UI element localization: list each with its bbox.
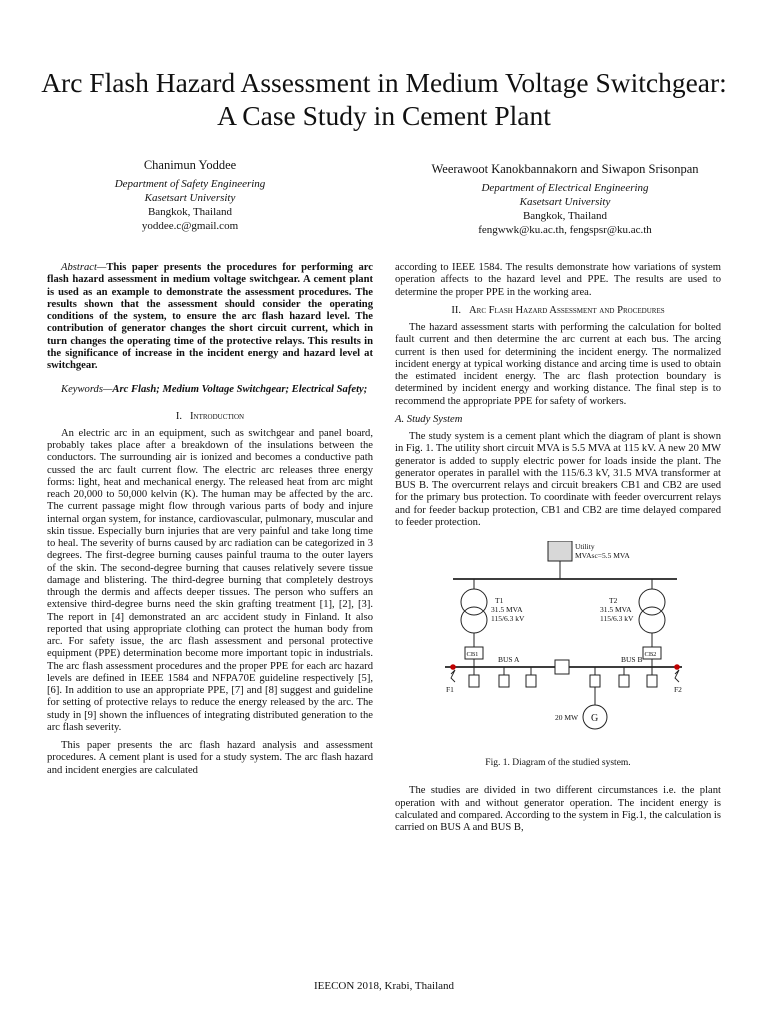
subsection-heading-study-system: A. Study System: [395, 413, 463, 425]
author-name: Weerawoot Kanokbannakorn and Siwapon Srisonpan: [431, 162, 699, 176]
utility-source-box: [548, 541, 572, 561]
cb1-label: CB1: [466, 651, 479, 658]
bus-a-label: BUS A: [498, 655, 520, 664]
right-paragraph-continuation: according to IEEE 1584. The results demonstrate how variations of system operation affects to the hazard level and PPE. The results are used to determine the proper PPE in the working area.: [395, 262, 721, 298]
feeder-a2-breaker: [499, 675, 509, 687]
fault-arrow-f1: [451, 670, 455, 682]
section-heading-procedures: II. Arc Flash Hazard Assessment and Procedures: [451, 304, 665, 316]
t2-kv: 115/6.3 kV: [600, 614, 634, 623]
left-column: [47, 262, 373, 777]
t1-mva: 31.5 MVA: [491, 605, 523, 614]
section-heading-introduction: I. Introduction: [175, 410, 245, 422]
keywords-lead: Keywords—: [61, 384, 113, 396]
author-block-2: [395, 161, 735, 237]
t1-winding-secondary: [461, 607, 487, 633]
author-city: Bangkok, Thailand: [522, 210, 608, 222]
utility-label: Utility: [575, 542, 595, 551]
utility-rating: MVAsc=5.5 MVA: [575, 551, 630, 560]
abstract-lead: Abstract—: [61, 262, 107, 273]
keywords: [47, 384, 373, 396]
feeder-a3-breaker: [526, 675, 536, 687]
feeder-b2-breaker: [647, 675, 657, 687]
intro-paragraph-1: An electric arc in an equipment, such as switchgear and panel board, probably takes place after a breakdown of the insulations between the conductors. The surrounding air is ionized and becomes a conductive path cussed the arc fault current flow. The electric arc releases three energy forms: light, heat and mechanical energy. The released heat from arc might reach 20,000 to 50,000 kelvin (K). The human may be affected by the arc. The current passage might flow through various parts of body and injure internal organ system, for instance, cardiovascular, pulmonary, muscular and skin tissue. Especially burn injuries that are very painful and take long time to heal. The severity of burns caused by arc radiation can be categorized in 3 degrees. The first-degree burning causes painful trauma to the outer layers of the skin. The second-degree burning that causes relatively severe tissue damage and blistering. The third-degree burning that completely destroys through the dermis and affects deeper tissues. The person who suffers an extensive third-degree burns need the skin grafting treatment [1], [2], [3]. The report in [4] demonstrated an arc accident study in Finland. It also reported that using appropriate clothing can protect the human body from arc. For safety issue, the arc flash assessment and personal protective equipment (PPE) determination become more important topic in industrials. The arc flash assessment procedures and the proper PPE for each arc hazard levels are defined in IEEE 1584 and NFPA70E guideline respectively [5], [6]. In addition to use an appropriate PPE, [7] and [8] suggest and guideline for setting of protective relays to reduce the energy released by the arc. The study in [9] shown the influences of integrating distributed generation to the arc flash severity.: [47, 427, 373, 733]
study-paragraph-2: The studies are divided in two different circumstances i.e. the plant operation with and without generator operation. The incident energy is calculated and compared. According to the system in Fig.1, the calculation is carried on BUS A and BUS B,: [395, 785, 721, 833]
study-paragraph-1: The study system is a cement plant which the diagram of plant is shown in Fig. 1. The utility short circuit MVA is 5.5 MVA at 115 kV. A new 20 MW generator is added to supply electric power for loads inside the plant. The generator operates in parallel with the 115/6.3 kV, 31.5 MVA transformer at BUS B. The overcurrent relays and circuit breakers CB1 and CB2 are used for the primary bus protection. To coordinate with feeder overcurrent relays and for feeder backup protection, CB1 and CB2 are time delayed compared to feeder protection.: [395, 431, 721, 528]
author-department: Department of Electrical Engineering: [481, 182, 649, 194]
generator-rating: 20 MW: [555, 713, 579, 722]
t1-name: T1: [495, 596, 504, 605]
page-footer: IEECON 2018, Krabi, Thailand: [313, 980, 455, 992]
author-department: Department of Safety Engineering: [114, 178, 266, 190]
t2-name: T2: [609, 596, 618, 605]
single-line-diagram: [395, 541, 721, 753]
feeder-b1-breaker: [619, 675, 629, 687]
bus-b-label: BUS B: [621, 655, 643, 664]
feeder-gen-breaker: [590, 675, 600, 687]
author-email: yoddee.c@gmail.com: [141, 220, 239, 232]
abstract: [47, 262, 373, 372]
author-university: Kasetsart University: [144, 192, 236, 204]
procedures-paragraph: The hazard assessment starts with performing the calculation for bolted fault current and then determine the arc current at each bus. The arcing current is then used for determining the incident energy. The normalized incident energy at typical working distance and arcing time is used to obtain the estimated incident energy. The arc flash protection boundary is determined by incident energy and working distance. The final step is to recommend the appropriate PPE for safety of workers.: [395, 322, 721, 407]
bus-tie-breaker: [555, 660, 569, 674]
abstract-text: This paper presents the procedures for performing arc flash hazard assessment in medium voltage switchgear. A cement plant is used as an example to demonstrate the assessment procedures. The results shown that the assessment should consider the operating conditions of the system, to ensure the arc flash hazard level. The contribution of generator changes the short circuit current, which in turn changes the operating time of the protective relays. This results in the significance of increase in the incident energy and hazard level at switchgear.: [47, 262, 373, 371]
figure-caption: Fig. 1. Diagram of the studied system.: [485, 758, 631, 768]
t2-mva: 31.5 MVA: [600, 605, 632, 614]
generator-label: G: [591, 713, 599, 724]
fault-marker-f2: [674, 664, 680, 670]
author-university: Kasetsart University: [519, 196, 611, 208]
figure-system-diagram: [395, 541, 721, 753]
keywords-text: Arc Flash; Medium Voltage Switchgear; Electrical Safety;: [112, 384, 368, 396]
intro-paragraph-2: This paper presents the arc flash hazard analysis and assessment procedures. A cement plant is used for a study system. The arc flash hazard and incident energies are calculated: [47, 740, 373, 776]
author-email: fengwwk@ku.ac.th, fengspsr@ku.ac.th: [478, 224, 652, 236]
right-column: [395, 262, 721, 834]
feeder-a1-breaker: [469, 675, 479, 687]
author-city: Bangkok, Thailand: [147, 206, 233, 218]
f2-label: F2: [674, 685, 682, 694]
fault-marker-f1: [450, 664, 456, 670]
author-name: Chanimun Yoddee: [143, 158, 237, 172]
cb2-label: CB2: [644, 651, 657, 658]
t2-winding-secondary: [639, 607, 665, 633]
paper-title: Arc Flash Hazard Assessment in Medium Voltage Switchgear: A Case Study in Cement Plant: [41, 67, 727, 131]
author-block-1: [80, 157, 300, 233]
f1-label: F1: [446, 685, 454, 694]
t1-kv: 115/6.3 kV: [491, 614, 525, 623]
fault-arrow-f2: [675, 670, 679, 682]
